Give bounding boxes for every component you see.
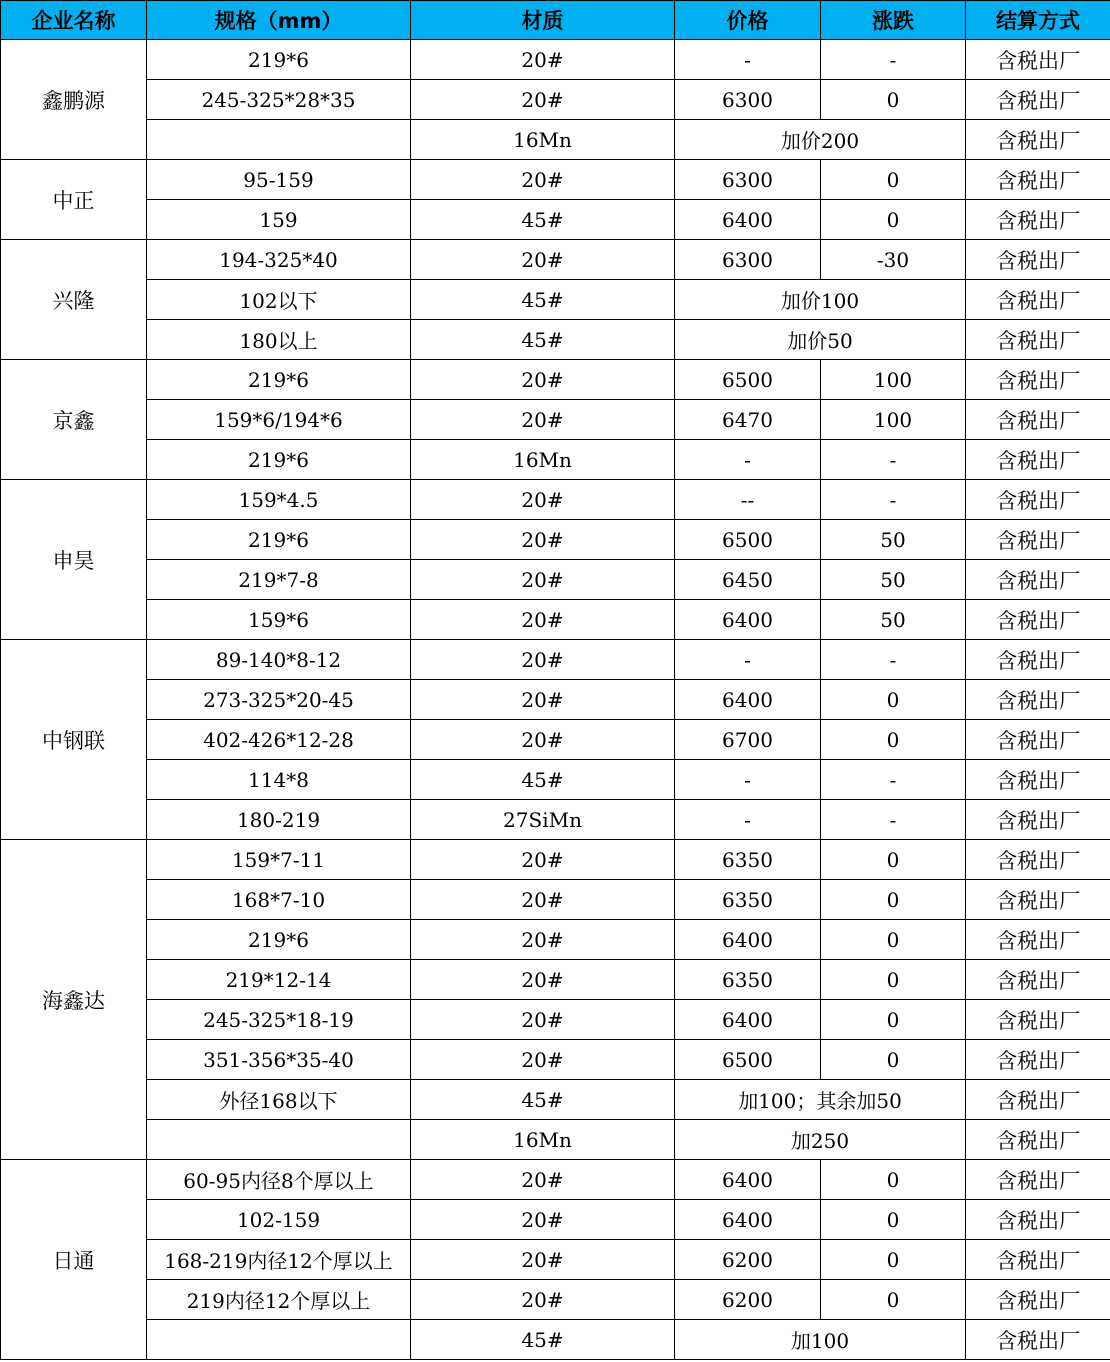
material-cell: 20# bbox=[411, 600, 675, 640]
settlement-cell: 含税出厂 bbox=[966, 600, 1110, 640]
material-cell: 27SiMn bbox=[411, 800, 675, 840]
material-cell: 20# bbox=[411, 640, 675, 680]
price-cell: 6500 bbox=[675, 360, 821, 400]
material-cell: 45# bbox=[411, 1080, 675, 1120]
price-note-cell: 加价200 bbox=[675, 120, 966, 160]
spec-cell: 168-219内径12个厚以上 bbox=[147, 1240, 411, 1280]
price-cell: 6500 bbox=[675, 520, 821, 560]
settlement-cell: 含税出厂 bbox=[966, 800, 1110, 840]
settlement-cell: 含税出厂 bbox=[966, 520, 1110, 560]
spec-cell: 89-140*8-12 bbox=[147, 640, 411, 680]
spec-cell: 102-159 bbox=[147, 1200, 411, 1240]
material-cell: 20# bbox=[411, 840, 675, 880]
change-cell: 0 bbox=[821, 1000, 966, 1040]
table-row bbox=[1, 400, 1110, 440]
price-cell: - bbox=[675, 800, 821, 840]
settlement-cell: 含税出厂 bbox=[966, 880, 1110, 920]
spec-cell: 159*6 bbox=[147, 600, 411, 640]
table-row bbox=[1, 440, 1110, 480]
change-cell: 0 bbox=[821, 1040, 966, 1080]
change-cell: 0 bbox=[821, 1240, 966, 1280]
table-row bbox=[1, 320, 1110, 360]
company-cell: 中钢联 bbox=[1, 640, 147, 840]
material-cell: 20# bbox=[411, 1000, 675, 1040]
material-cell: 20# bbox=[411, 720, 675, 760]
settlement-cell: 含税出厂 bbox=[966, 1080, 1110, 1120]
table-row bbox=[1, 480, 1110, 520]
price-cell: 6700 bbox=[675, 720, 821, 760]
spec-cell: 95-159 bbox=[147, 160, 411, 200]
price-note-cell: 加价50 bbox=[675, 320, 966, 360]
settlement-cell: 含税出厂 bbox=[966, 1320, 1110, 1360]
header-company: 企业名称 bbox=[1, 1, 147, 40]
change-cell: 0 bbox=[821, 720, 966, 760]
material-cell: 20# bbox=[411, 160, 675, 200]
material-cell: 20# bbox=[411, 520, 675, 560]
settlement-cell: 含税出厂 bbox=[966, 560, 1110, 600]
price-cell: 6400 bbox=[675, 680, 821, 720]
material-cell: 20# bbox=[411, 240, 675, 280]
change-cell: 0 bbox=[821, 1160, 966, 1200]
change-cell: - bbox=[821, 760, 966, 800]
spec-cell: 219*6 bbox=[147, 360, 411, 400]
price-cell: 6200 bbox=[675, 1240, 821, 1280]
material-cell: 20# bbox=[411, 80, 675, 120]
table-row bbox=[1, 1120, 1110, 1160]
table-row bbox=[1, 960, 1110, 1000]
price-cell: 6300 bbox=[675, 160, 821, 200]
spec-cell: 159*4.5 bbox=[147, 480, 411, 520]
company-cell: 中正 bbox=[1, 160, 147, 240]
price-cell: 6300 bbox=[675, 240, 821, 280]
price-cell: 6350 bbox=[675, 880, 821, 920]
material-cell: 20# bbox=[411, 400, 675, 440]
settlement-cell: 含税出厂 bbox=[966, 80, 1110, 120]
material-cell: 20# bbox=[411, 1280, 675, 1320]
material-cell: 45# bbox=[411, 320, 675, 360]
settlement-cell: 含税出厂 bbox=[966, 480, 1110, 520]
company-cell: 申昊 bbox=[1, 480, 147, 640]
price-note-cell: 加100；其余加50 bbox=[675, 1080, 966, 1120]
spec-cell: 外径168以下 bbox=[147, 1080, 411, 1120]
table-row bbox=[1, 1240, 1110, 1280]
table-row bbox=[1, 1000, 1110, 1040]
header-material: 材质 bbox=[411, 1, 675, 40]
material-cell: 20# bbox=[411, 360, 675, 400]
change-cell: 0 bbox=[821, 920, 966, 960]
material-cell: 20# bbox=[411, 920, 675, 960]
change-cell: 0 bbox=[821, 880, 966, 920]
table-row bbox=[1, 680, 1110, 720]
price-cell: 6200 bbox=[675, 1280, 821, 1320]
table-row bbox=[1, 720, 1110, 760]
change-cell: 0 bbox=[821, 1280, 966, 1320]
material-cell: 45# bbox=[411, 200, 675, 240]
header-change: 涨跌 bbox=[821, 1, 966, 40]
settlement-cell: 含税出厂 bbox=[966, 720, 1110, 760]
change-cell: 100 bbox=[821, 360, 966, 400]
spec-cell: 159*6/194*6 bbox=[147, 400, 411, 440]
table-row bbox=[1, 760, 1110, 800]
change-cell: 0 bbox=[821, 80, 966, 120]
spec-cell: 219内径12个厚以上 bbox=[147, 1280, 411, 1320]
change-cell: 0 bbox=[821, 960, 966, 1000]
price-cell: - bbox=[675, 40, 821, 80]
price-cell: 6350 bbox=[675, 840, 821, 880]
spec-cell bbox=[147, 120, 411, 160]
spec-cell: 60-95内径8个厚以上 bbox=[147, 1160, 411, 1200]
settlement-cell: 含税出厂 bbox=[966, 440, 1110, 480]
table-row bbox=[1, 520, 1110, 560]
price-cell: 6400 bbox=[675, 920, 821, 960]
change-cell: 0 bbox=[821, 160, 966, 200]
spec-cell: 219*6 bbox=[147, 520, 411, 560]
price-cell: - bbox=[675, 440, 821, 480]
price-cell: 6350 bbox=[675, 960, 821, 1000]
table-row bbox=[1, 600, 1110, 640]
header-row bbox=[1, 1, 1110, 40]
spec-cell: 245-325*18-19 bbox=[147, 1000, 411, 1040]
table-row bbox=[1, 120, 1110, 160]
table-row bbox=[1, 1040, 1110, 1080]
company-cell: 鑫鹏源 bbox=[1, 40, 147, 160]
change-cell: 0 bbox=[821, 680, 966, 720]
price-cell: -- bbox=[675, 480, 821, 520]
table-row bbox=[1, 160, 1110, 200]
change-cell: 50 bbox=[821, 520, 966, 560]
price-cell: 6450 bbox=[675, 560, 821, 600]
spec-cell: 102以下 bbox=[147, 280, 411, 320]
price-cell: 6470 bbox=[675, 400, 821, 440]
table-row bbox=[1, 1280, 1110, 1320]
settlement-cell: 含税出厂 bbox=[966, 960, 1110, 1000]
spec-cell: 219*7-8 bbox=[147, 560, 411, 600]
price-note-cell: 加250 bbox=[675, 1120, 966, 1160]
settlement-cell: 含税出厂 bbox=[966, 320, 1110, 360]
spec-cell: 194-325*40 bbox=[147, 240, 411, 280]
spec-cell: 273-325*20-45 bbox=[147, 680, 411, 720]
price-cell: 6400 bbox=[675, 1200, 821, 1240]
settlement-cell: 含税出厂 bbox=[966, 40, 1110, 80]
price-cell: 6400 bbox=[675, 1000, 821, 1040]
settlement-cell: 含税出厂 bbox=[966, 640, 1110, 680]
table-row bbox=[1, 640, 1110, 680]
table-row bbox=[1, 880, 1110, 920]
settlement-cell: 含税出厂 bbox=[966, 200, 1110, 240]
settlement-cell: 含税出厂 bbox=[966, 120, 1110, 160]
material-cell: 20# bbox=[411, 40, 675, 80]
settlement-cell: 含税出厂 bbox=[966, 680, 1110, 720]
header-spec: 规格（mm） bbox=[147, 1, 411, 40]
settlement-cell: 含税出厂 bbox=[966, 840, 1110, 880]
change-cell: 0 bbox=[821, 840, 966, 880]
change-cell: - bbox=[821, 640, 966, 680]
material-cell: 20# bbox=[411, 960, 675, 1000]
settlement-cell: 含税出厂 bbox=[966, 1200, 1110, 1240]
material-cell: 16Mn bbox=[411, 1120, 675, 1160]
settlement-cell: 含税出厂 bbox=[966, 1120, 1110, 1160]
table-row bbox=[1, 1200, 1110, 1240]
settlement-cell: 含税出厂 bbox=[966, 920, 1110, 960]
settlement-cell: 含税出厂 bbox=[966, 1040, 1110, 1080]
spec-cell: 351-356*35-40 bbox=[147, 1040, 411, 1080]
change-cell: 100 bbox=[821, 400, 966, 440]
table-row bbox=[1, 280, 1110, 320]
table-row bbox=[1, 1320, 1110, 1360]
table-row bbox=[1, 800, 1110, 840]
price-cell: 6400 bbox=[675, 600, 821, 640]
table-row bbox=[1, 560, 1110, 600]
material-cell: 20# bbox=[411, 1200, 675, 1240]
price-note-cell: 加价100 bbox=[675, 280, 966, 320]
table-row bbox=[1, 1160, 1110, 1200]
material-cell: 20# bbox=[411, 560, 675, 600]
material-cell: 16Mn bbox=[411, 440, 675, 480]
spec-cell: 180-219 bbox=[147, 800, 411, 840]
company-cell: 海鑫达 bbox=[1, 840, 147, 1160]
spec-cell: 402-426*12-28 bbox=[147, 720, 411, 760]
spec-cell: 114*8 bbox=[147, 760, 411, 800]
table-row bbox=[1, 840, 1110, 880]
settlement-cell: 含税出厂 bbox=[966, 280, 1110, 320]
material-cell: 45# bbox=[411, 1320, 675, 1360]
spec-cell: 219*6 bbox=[147, 920, 411, 960]
price-cell: - bbox=[675, 760, 821, 800]
material-cell: 20# bbox=[411, 1240, 675, 1280]
material-cell: 45# bbox=[411, 760, 675, 800]
change-cell: - bbox=[821, 40, 966, 80]
change-cell: 0 bbox=[821, 200, 966, 240]
material-cell: 20# bbox=[411, 880, 675, 920]
header-settlement: 结算方式 bbox=[966, 1, 1110, 40]
material-cell: 16Mn bbox=[411, 120, 675, 160]
price-cell: - bbox=[675, 640, 821, 680]
settlement-cell: 含税出厂 bbox=[966, 760, 1110, 800]
table-row bbox=[1, 80, 1110, 120]
table-row bbox=[1, 1080, 1110, 1120]
spec-cell: 159 bbox=[147, 200, 411, 240]
spec-cell: 168*7-10 bbox=[147, 880, 411, 920]
company-cell: 兴隆 bbox=[1, 240, 147, 360]
material-cell: 20# bbox=[411, 1040, 675, 1080]
table-row bbox=[1, 200, 1110, 240]
header-price: 价格 bbox=[675, 1, 821, 40]
table-header bbox=[1, 1, 1110, 40]
change-cell: 50 bbox=[821, 600, 966, 640]
company-cell: 日通 bbox=[1, 1160, 147, 1360]
company-cell: 京鑫 bbox=[1, 360, 147, 480]
change-cell: -30 bbox=[821, 240, 966, 280]
spec-cell: 219*12-14 bbox=[147, 960, 411, 1000]
settlement-cell: 含税出厂 bbox=[966, 160, 1110, 200]
spec-cell bbox=[147, 1120, 411, 1160]
change-cell: - bbox=[821, 480, 966, 520]
table-row bbox=[1, 40, 1110, 80]
spec-cell bbox=[147, 1320, 411, 1360]
settlement-cell: 含税出厂 bbox=[966, 400, 1110, 440]
material-cell: 20# bbox=[411, 680, 675, 720]
settlement-cell: 含税出厂 bbox=[966, 1160, 1110, 1200]
change-cell: - bbox=[821, 440, 966, 480]
spec-cell: 180以上 bbox=[147, 320, 411, 360]
spec-cell: 245-325*28*35 bbox=[147, 80, 411, 120]
price-cell: 6300 bbox=[675, 80, 821, 120]
table-row bbox=[1, 360, 1110, 400]
table-row bbox=[1, 920, 1110, 960]
material-cell: 20# bbox=[411, 1160, 675, 1200]
material-cell: 45# bbox=[411, 280, 675, 320]
change-cell: 0 bbox=[821, 1200, 966, 1240]
settlement-cell: 含税出厂 bbox=[966, 240, 1110, 280]
spec-cell: 159*7-11 bbox=[147, 840, 411, 880]
price-cell: 6400 bbox=[675, 1160, 821, 1200]
price-note-cell: 加100 bbox=[675, 1320, 966, 1360]
table-row bbox=[1, 240, 1110, 280]
settlement-cell: 含税出厂 bbox=[966, 360, 1110, 400]
settlement-cell: 含税出厂 bbox=[966, 1280, 1110, 1320]
material-cell: 20# bbox=[411, 480, 675, 520]
spec-cell: 219*6 bbox=[147, 440, 411, 480]
price-cell: 6400 bbox=[675, 200, 821, 240]
table-body bbox=[1, 40, 1110, 1360]
spec-cell: 219*6 bbox=[147, 40, 411, 80]
change-cell: 50 bbox=[821, 560, 966, 600]
price-cell: 6500 bbox=[675, 1040, 821, 1080]
change-cell: - bbox=[821, 800, 966, 840]
settlement-cell: 含税出厂 bbox=[966, 1240, 1110, 1280]
settlement-cell: 含税出厂 bbox=[966, 1000, 1110, 1040]
